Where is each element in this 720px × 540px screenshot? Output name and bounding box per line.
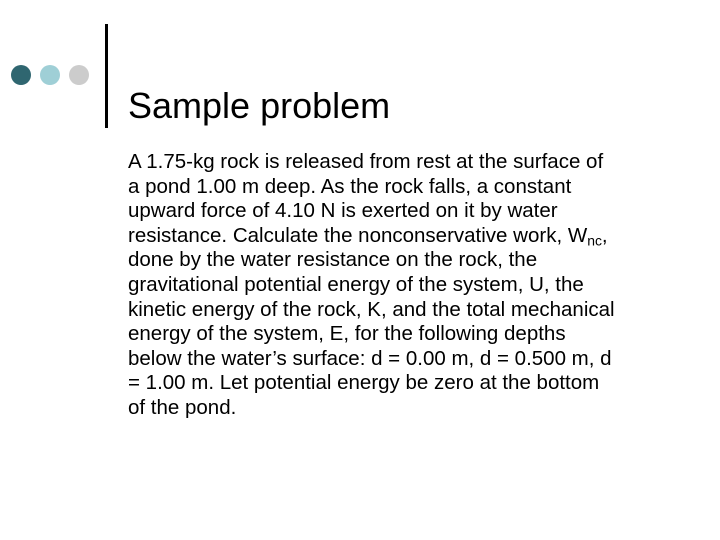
problem-text-part-2: , done by the water resistance on the rock, the gravitational potential energy of the system, U, the kinetic energy of the rock, K, and the total mechanical energy of the system, E, for the following depths below the water’s surface: d = 0.00 m, d = 0.500 m, d = 1.00 m. Let potential energy be zero at the bottom of the pond. (128, 223, 615, 419)
title-divider (105, 24, 108, 128)
problem-text (128, 150, 618, 421)
slide-body (128, 150, 618, 421)
work-subscript: nc (587, 232, 602, 249)
decorative-dot-light (40, 65, 60, 85)
decorative-dot-dark (11, 65, 31, 85)
slide-title: Sample problem (128, 85, 391, 126)
problem-text-part-1: A 1.75-kg rock is released from rest at the surface of a pond 1.00 m deep. As the rock falls, a constant upward force of 4.10 N is exerted on it by water resistance. Calculate the nonconservative work, W (128, 150, 604, 247)
decorative-dot-gray (69, 65, 89, 85)
